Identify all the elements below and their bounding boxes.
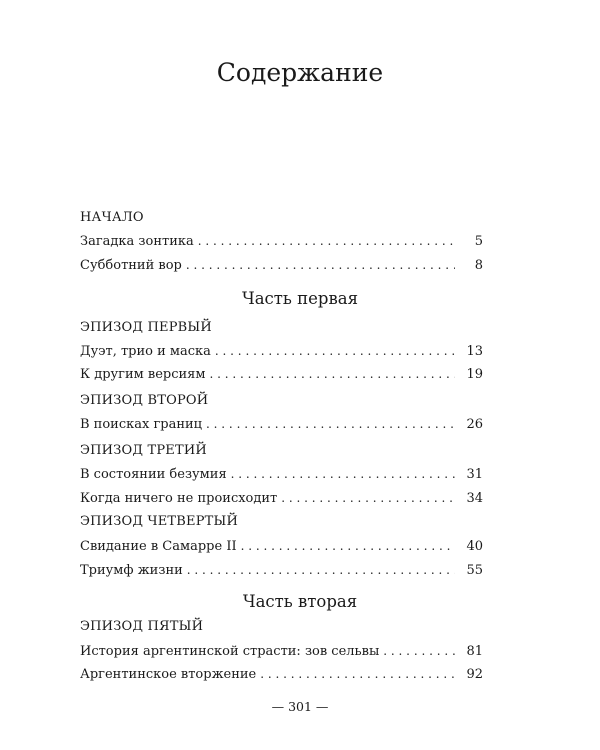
toc-entry — [80, 490, 483, 507]
episode-heading: ЭПИЗОД ЧЕТВЕРТЫЙ — [80, 514, 239, 529]
entry-page: 13 — [466, 344, 483, 359]
entry-page: 5 — [474, 234, 483, 249]
page-number: — 301 — — [271, 699, 329, 714]
toc-entry — [80, 257, 483, 274]
dot-leader — [231, 466, 455, 482]
part-heading: Часть первая — [241, 289, 359, 308]
entry-page: 19 — [466, 367, 483, 382]
entry-page: 81 — [466, 644, 483, 659]
entry-title: В поисках границ — [80, 417, 203, 432]
entry-title: Триумф жизни — [80, 563, 183, 578]
entry-page: 26 — [466, 417, 483, 432]
dot-leader — [260, 666, 455, 682]
entry-page: 31 — [466, 467, 483, 482]
entry-title: Загадка зонтика — [80, 234, 194, 249]
episode-heading: НАЧАЛО — [80, 210, 144, 225]
entry-title: В состоянии безумия — [80, 467, 227, 482]
toc-entry — [80, 666, 483, 683]
dot-leader — [187, 562, 455, 578]
toc-entry — [80, 466, 483, 483]
toc-entry — [80, 343, 483, 360]
dot-leader — [209, 366, 455, 382]
toc-entry — [80, 416, 483, 433]
toc-entry — [80, 562, 483, 579]
page-title: Содержание — [216, 58, 384, 87]
dot-leader — [186, 257, 455, 273]
dot-leader — [198, 233, 455, 249]
entry-title: К другим версиям — [80, 367, 206, 382]
toc-entry — [80, 643, 483, 660]
entry-title: Дуэт, трио и маска — [80, 344, 211, 359]
part-heading: Часть вторая — [242, 592, 358, 611]
entry-title: Свидание в Самарре II — [80, 539, 237, 554]
dot-leader — [383, 643, 455, 659]
entry-title: Когда ничего не происходит — [80, 491, 278, 506]
dot-leader — [241, 538, 455, 554]
entry-page: 92 — [466, 667, 483, 682]
episode-heading: ЭПИЗОД ТРЕТИЙ — [80, 443, 207, 458]
episode-heading: ЭПИЗОД ПЕРВЫЙ — [80, 320, 212, 335]
toc-entry — [80, 233, 483, 250]
toc-entry — [80, 538, 483, 555]
entry-page: 8 — [474, 258, 483, 273]
dot-leader — [281, 490, 455, 506]
dot-leader — [206, 416, 455, 432]
toc-entry — [80, 366, 483, 383]
entry-title: Аргентинское вторжение — [80, 667, 257, 682]
entry-page: 34 — [466, 491, 483, 506]
dot-leader — [215, 343, 455, 359]
episode-heading: ЭПИЗОД ПЯТЫЙ — [80, 619, 204, 634]
entry-title: Субботний вор — [80, 258, 182, 273]
entry-page: 55 — [466, 563, 483, 578]
entry-title: История аргентинской страсти: зов сельвы — [80, 644, 380, 659]
entry-page: 40 — [466, 539, 483, 554]
episode-heading: ЭПИЗОД ВТОРОЙ — [80, 393, 209, 408]
